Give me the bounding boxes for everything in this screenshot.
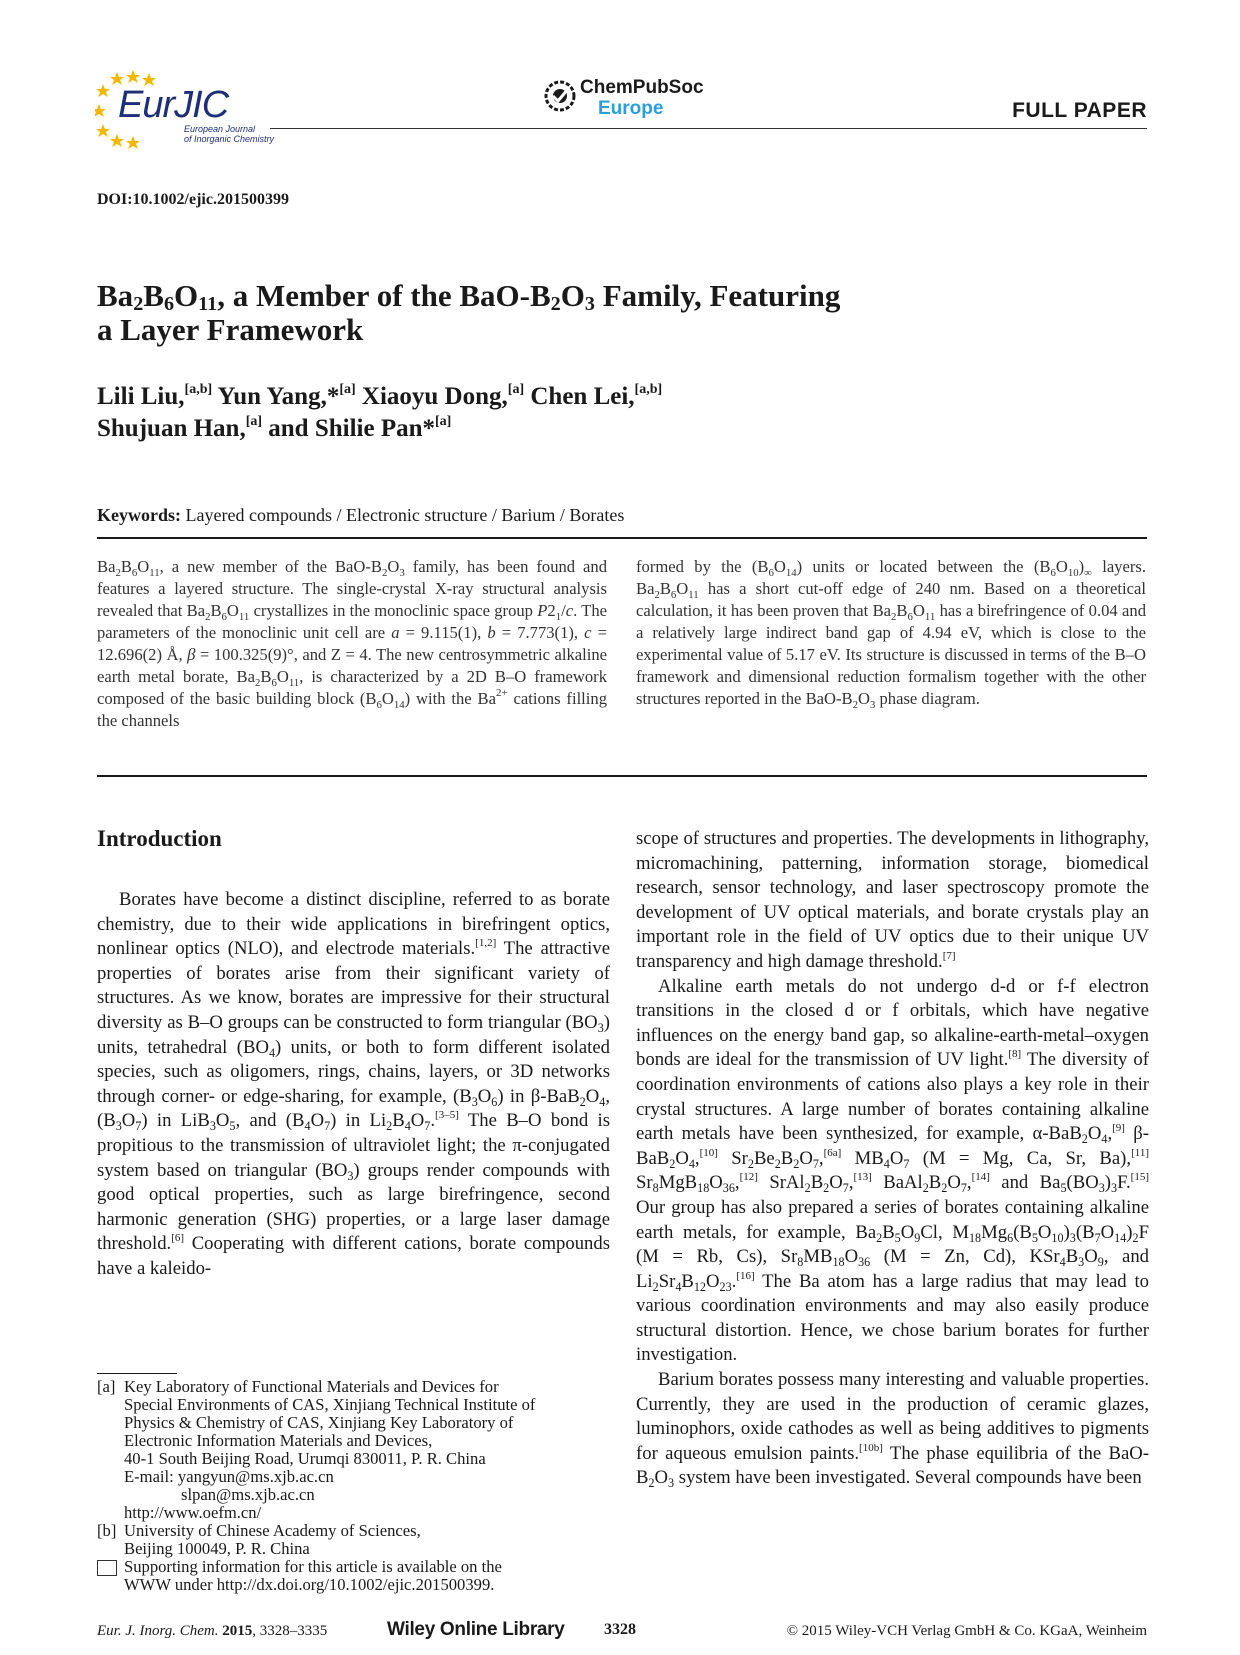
chempubsoc-icon [543,79,577,113]
email-slpan[interactable]: slpan@ms.xjb.ac.cn [181,1485,315,1504]
article-type-label: FULL PAPER [1012,99,1147,122]
section-heading-introduction: Introduction [97,826,222,851]
copyright: © 2015 Wiley-VCH Verlag GmbH & Co. KGaA, Weinheim [786,1623,1147,1639]
publisher-region: Europe [598,98,664,119]
author-list: Lili Liu,[a,b] Yun Yang,*[a] Xiaoyu Dong,[a] Chen Lei,[a,b] Shujuan Han,[a] and Shilie Pan*[a] [97,382,663,442]
affiliation-footnotes [97,1378,610,1594]
supporting-info-note: Supporting information for this article is available on the WWW under http://dx.doi.org/10.1002/ejic.201500399. [97,1558,610,1594]
doi: DOI:10.1002/ejic.201500399 [97,191,289,208]
footnote-rule [97,1373,177,1374]
body-right-column: scope of structures and properties. The developments in lithography, micromachining, patterning, information storage, biomedical research, sensor technology, and laser spectroscopy promote the development of UV optical materials, and borate crystals play an important role in the field of UV optics due to their unique UV transparency and high damage threshold.[7] Alkaline earth metals do not undergo d-d or f-f electron transitions in the closed d or f orbitals, which have negative influences on the energy band gap, so alkaline-earth-metal–oxygen bonds are ideal for the transmission of UV light.[8] The diversity of coordination environments of cations also plays a key role in their crystal structures. A large number of borates containing alkaline earth metals have been synthesized, for example, $\alpha-BaB_2O_4,[9]$ $\beta-BaB_2O_4,[10]$ $Sr_2Be_2B_2O_7,[6a]$ $MB_4O_7$ (M = Mg, Ca, Sr, Ba),[11] $Sr_8MgB_{18}O_{36},[12]$ $SrAl_2B_2O_7,[13]$ $BaAl_2B_2O_7,[14]$ and $Ba_5(BO_3)_3F.[15]$ Our group has also prepared a series of borates containing alkaline earth metals, for example, $Ba_2B_5O_9Cl$, $M_{18}Mg_6(B_5O_{10})_3(B_7O_{14})_2F$ (M = Rb, Cs), $Sr_8MB_{18}O_{36}$ (M = Zn, Cd), $KSr_4B_3O_9$, and $Li_2Sr_4B_{12}O_{23}.[16]$ The Ba atom has a large radius that may lead to various coordination environments and may also easily produce structural distortion. Hence, we chose barium borates for further investigation. Barium borates possess many interesting and valuable properties. Currently, they are used in the production of ceramic glazes, luminophors, oxide cathodes as well as being additives to pigments for aqueous emulsion paints.[10b] The phase equilibria of the BaO-$B_2O_3$ system have been investigated. Several compounds have been [636,828,1150,1491]
footnote-a: [a] Key Laboratory of Functional Materials and Devices for Special Environments of CAS, Xinjiang Technical Institute of Physics & Chemistry of CAS, Xinjiang Key Laboratory of Electronic Information Materials and Devices, 40-1 South Beijing Road, Urumqi 830011, P. R. China E-mail: yangyun@ms.xjb.ac.cn slpan@ms.xjb.ac.cn http://www.oefm.cn/ [97,1378,610,1522]
keywords [97,505,624,526]
footer-citation: Eur. J. Inorg. Chem. 2015, 3328–3335 [97,1623,328,1639]
footnote-b: [b] University of Chinese Academy of Sciences, Beijing 100049, P. R. China [97,1521,421,1558]
computer-icon [97,1560,117,1576]
keywords-text: Layered compounds / Electronic structure / Barium / Borates [185,505,625,525]
abstract-top-rule [97,537,1147,539]
page-number: 3328 [604,1621,636,1638]
wiley-online-library[interactable]: Wiley Online Library [387,1619,565,1640]
paper-title: $Ba_2B_6O_{11}$, a Member of the BaO-$B_2O_3$ Family, Featuring a Layer Framework [97,278,841,347]
keywords-label: Keywords: [97,505,181,525]
header-divider [270,128,1147,129]
email-yangyun[interactable]: E-mail: yangyun@ms.xjb.ac.cn [124,1467,334,1486]
journal-logo-subtitle: European Journal of Inorganic Chemistry [184,124,275,144]
abstract-bottom-rule [97,775,1147,777]
publisher-name: ChemPubSoc [580,77,704,98]
supporting-info-link[interactable]: WWW under http://dx.doi.org/10.1002/ejic.201500399. [124,1575,495,1594]
abstract-right: formed by the $(B_6O_{14})$ units or located between the $(B_6O_{10})_\infty$ layers. $Ba_2B_6O_{11}$ has a short cut-off edge of 240 nm. Based on a theoretical calculation, it has been proven that $Ba_2B_6O_{11}$ has a birefringence of 0.04 and a relatively large indirect band gap of 4.94 eV, which is close to the experimental value of 5.17 eV. Its structure is discussed in terms of the B–O framework and dimensional reduction formalism together with the other structures reported in the BaO-$B_2O_3$ phase diagram. [636,557,1146,711]
lab-website-link[interactable]: http://www.oefm.cn/ [124,1503,262,1522]
journal-logo-text: EurJIC [118,84,229,126]
abstract-left: $Ba_2B_6O_{11}$, a new member of the BaO-$B_2O_3$ family, has been found and features a layered structure. The single-crystal X-ray structural analysis revealed that $Ba_2B_6O_{11}$ crystallizes in the monoclinic space group $P2_1/c$. The parameters of the monoclinic unit cell are a = 9.115(1), b = 7.773(1), c = 12.696(2) Å, β = 100.325(9)°, and Z = 4. The new centrosymmetric alkaline earth metal borate, $Ba_2B_6O_{11}$, is characterized by a 2D B–O framework composed of the basic building block $(B_6O_{14})$ with the $Ba^{2+}$ cations filling the channels [97,557,607,730]
body-left-column: Borates have become a distinct discipline, referred to as borate chemistry, due to their wide applications in birefringent optics, nonlinear optics (NLO), and electrode materials.[1,2] The attractive properties of borates arise from their significant variety of structures. As we know, borates are impressive for their structural diversity as B–O groups can be constructed to form triangular $(BO_3)$ units, tetrahedral $(BO_4)$ units, or both to form different isolated species, such as oligomers, rings, chains, layers, or 3D networks through corner- or edge-sharing, for example, $(B_3O_6)$ in $\beta-BaB_2O_4$, $(B_3O_7)$ in $LiB_3O_5$, and $(B_4O_7)$ in $Li_2B_4O_7.[3-5]$ The B–O bond is propitious to the transmission of ultraviolet light; the π-conjugated system based on triangular $(BO_3)$ groups render compounds with good optical properties, such as large birefringence, second harmonic generation (SHG) properties, or a large laser damage threshold.[6] Cooperating with different cations, borate compounds have a kaleido- [97,889,611,1279]
